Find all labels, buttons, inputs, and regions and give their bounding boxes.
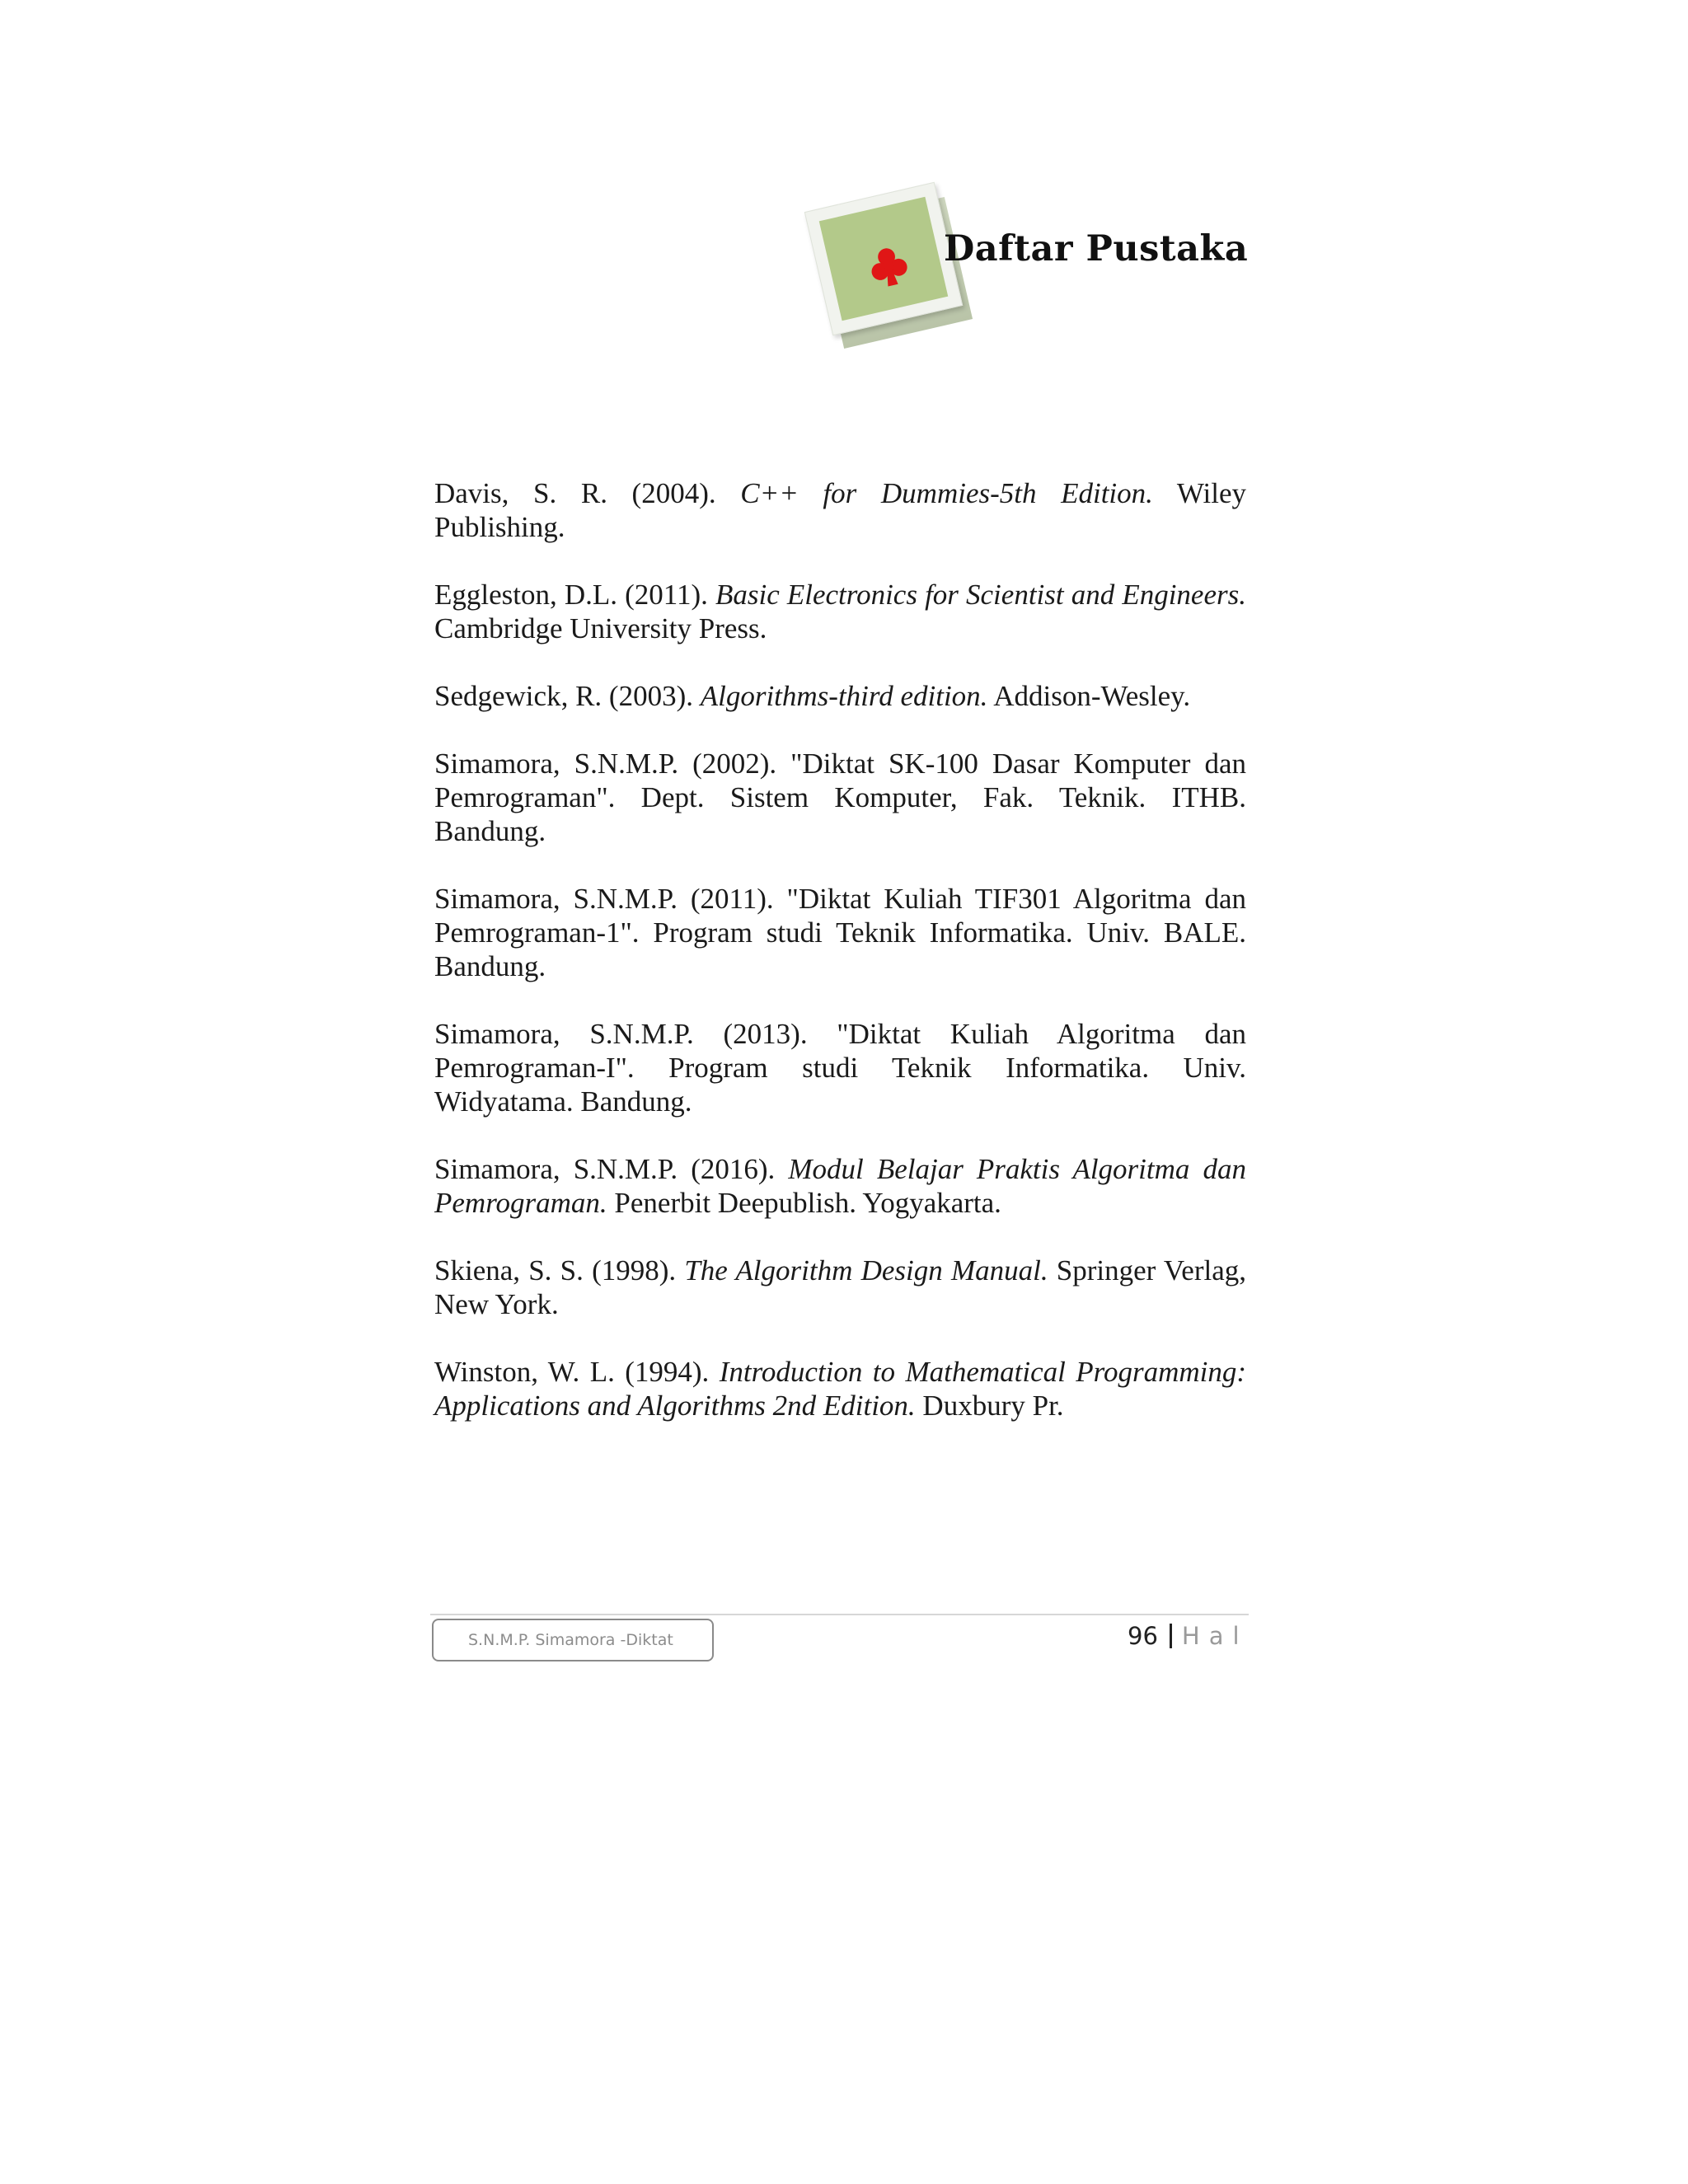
reference-authors-year: Davis, S. R. (2004). [434, 477, 741, 509]
reference-publisher: Wiley Publishing. [434, 477, 1246, 543]
reference-authors-year: Simamora, S.N.M.P. (2002). "Diktat SK-100 Dasar Komputer dan Pemrograman". Dept. Sistem Komputer, Fak. Teknik. ITHB. Bandung. [434, 748, 1246, 847]
reference-entry [434, 747, 1246, 848]
reference-entry [434, 476, 1246, 544]
reference-entry [434, 679, 1246, 713]
reference-authors-year: Eggleston, D.L. (2011). [434, 579, 715, 611]
page-number-block [1128, 1622, 1249, 1650]
reference-list [434, 476, 1246, 1456]
reference-publisher: Duxbury Pr. [915, 1390, 1064, 1422]
section-heading [804, 185, 1249, 334]
page-number-separator [1170, 1624, 1172, 1648]
reference-entry [434, 882, 1246, 983]
reference-title: The Algorithm Design Manual. [684, 1254, 1048, 1286]
reference-entry [434, 1152, 1246, 1220]
footer-divider [430, 1614, 1249, 1615]
reference-publisher: Cambridge University Press. [434, 612, 767, 644]
reference-title: Introduction to Mathematical Programming: Applications and Algorithms 2nd Edition. [434, 1356, 1246, 1422]
reference-publisher: Addison-Wesley. [987, 680, 1191, 712]
reference-title: Algorithms-third edition. [700, 680, 988, 712]
reference-publisher: Springer Verlag, New York. [434, 1254, 1246, 1320]
reference-entry [434, 578, 1246, 645]
reference-authors-year: Winston, W. L. (1994). [434, 1356, 720, 1388]
reference-publisher: Penerbit Deepublish. Yogyakarta. [607, 1187, 1001, 1219]
reference-title: Modul Belajar Praktis Algoritma dan Pemrograman. [434, 1153, 1246, 1219]
reference-authors-year: Simamora, S.N.M.P. (2011). "Diktat Kuliah TIF301 Algoritma dan Pemrograman-1". Program studi Teknik Informatika. Univ. BALE. Bandung. [434, 883, 1246, 982]
reference-authors-year: Skiena, S. S. (1998). [434, 1254, 685, 1286]
reference-entry [434, 1355, 1246, 1422]
page-number: 96 [1128, 1622, 1158, 1650]
reference-title: Basic Electronics for Scientist and Engineers. [715, 579, 1246, 611]
reference-authors-year: Sedgewick, R. (2003). [434, 680, 701, 712]
reference-authors-year: Simamora, S.N.M.P. (2013). "Diktat Kuliah Algoritma dan Pemrograman-I". Program studi Teknik Informatika. Univ. Widyatama. Bandung. [434, 1018, 1246, 1118]
page-title: Daftar Pustaka [944, 228, 1249, 269]
reference-entry [434, 1254, 1246, 1321]
reference-title: C++ for Dummies-5th Edition. [740, 477, 1153, 509]
reference-entry [434, 1017, 1246, 1118]
page-label: Hal [1181, 1622, 1249, 1650]
reference-authors-year: Simamora, S.N.M.P. (2016). [434, 1153, 789, 1185]
footer-author-note: S.N.M.P. Simamora -Diktat [432, 1619, 714, 1661]
